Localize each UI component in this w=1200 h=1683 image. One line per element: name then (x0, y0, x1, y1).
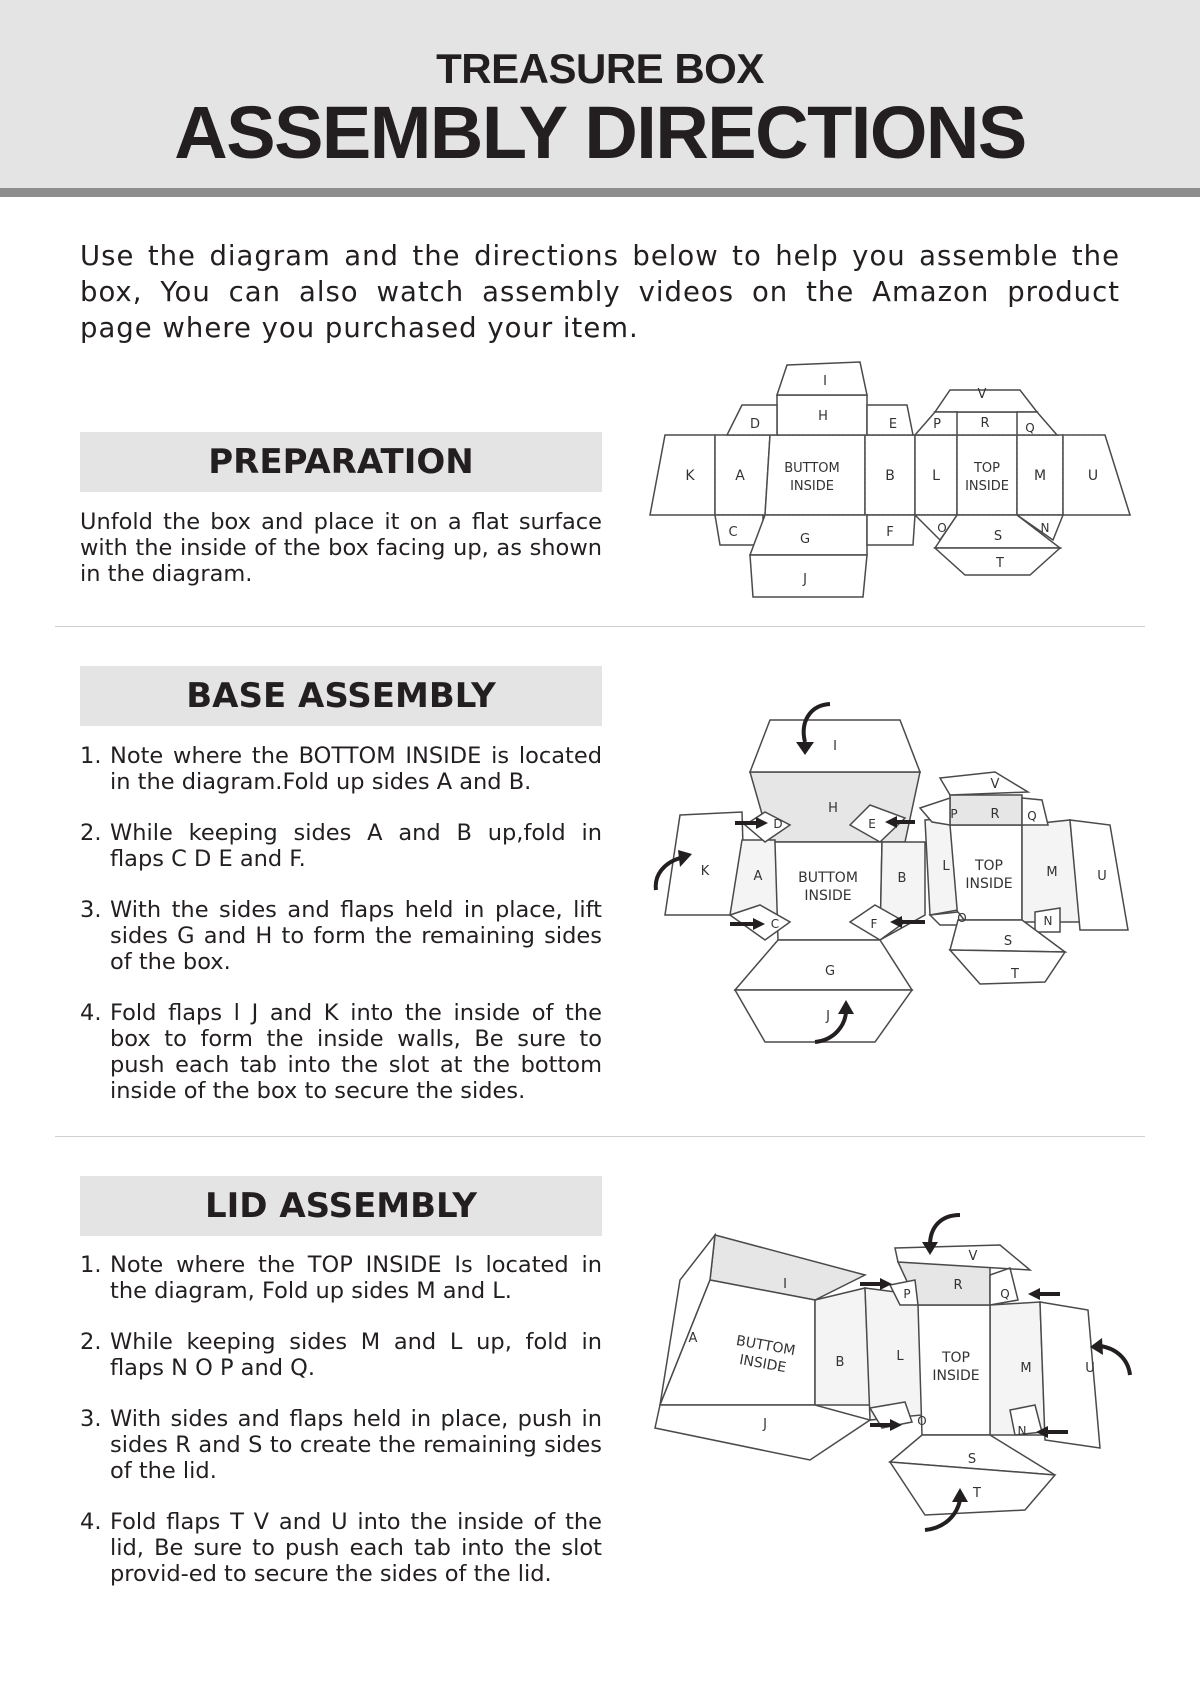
svg-text:L: L (896, 1349, 904, 1364)
svg-text:Q: Q (1027, 809, 1037, 823)
panel-j (735, 990, 912, 1042)
page-title: ASSEMBLY DIRECTIONS (174, 91, 1026, 174)
lid-assembly-diagram (660, 1210, 1140, 1540)
list-item (80, 1406, 602, 1484)
svg-text:V: V (977, 387, 987, 402)
step-number: 4. (80, 1509, 102, 1535)
panel-v (940, 772, 1028, 795)
list-item (80, 897, 602, 975)
svg-text:P: P (933, 417, 941, 432)
svg-text:C: C (728, 525, 738, 540)
step-number: 1. (80, 1252, 102, 1278)
svg-text:A: A (753, 869, 763, 884)
svg-text:U: U (1087, 468, 1099, 484)
svg-text:INSIDE: INSIDE (738, 1352, 788, 1377)
svg-text:R: R (990, 807, 1000, 822)
step-text: Note where the BOTTOM INSIDE is located in the diagram.Fold up sides A and B. (110, 743, 602, 795)
svg-text:BUTTOM: BUTTOM (784, 461, 840, 476)
svg-text:J: J (826, 1009, 830, 1024)
svg-text:O: O (917, 1414, 927, 1428)
svg-text:T: T (996, 556, 1004, 571)
svg-text:INSIDE: INSIDE (965, 876, 1013, 892)
panel-g (735, 940, 912, 990)
header-divider-bar (0, 188, 1200, 197)
svg-text:V: V (990, 777, 1000, 792)
svg-text:P: P (950, 807, 958, 821)
svg-text:INSIDE: INSIDE (965, 479, 1009, 494)
panel-l (865, 1288, 922, 1420)
svg-text:B: B (897, 871, 907, 886)
svg-text:U: U (1085, 1361, 1095, 1376)
svg-text:L: L (942, 859, 950, 874)
svg-text:H: H (818, 409, 828, 424)
page-subtitle: TREASURE BOX (436, 45, 764, 92)
svg-text:T: T (973, 1486, 981, 1501)
svg-text:I: I (833, 739, 837, 754)
svg-text:J: J (763, 1417, 767, 1432)
list-item (80, 1252, 602, 1304)
svg-text:E: E (888, 417, 898, 432)
section-divider (55, 626, 1145, 627)
svg-text:G: G (799, 532, 811, 547)
list-item (80, 820, 602, 872)
svg-text:M: M (1033, 468, 1047, 484)
panel-b (815, 1288, 870, 1405)
svg-text:C: C (770, 917, 780, 931)
base-assembly-steps (80, 743, 602, 1129)
lid-assembly-heading: LID ASSEMBLY (80, 1176, 602, 1236)
svg-text:A: A (688, 1331, 698, 1346)
svg-text:Q: Q (1025, 421, 1035, 435)
step-text: Fold flaps T V and U into the inside of the lid, Be sure to push each tab into the slot provid-ed to secure the sides of the lid. (110, 1509, 602, 1587)
step-number: 3. (80, 897, 102, 923)
svg-text:K: K (700, 864, 710, 879)
svg-text:G: G (824, 964, 836, 979)
panel-r (950, 795, 1022, 825)
svg-text:INSIDE: INSIDE (790, 479, 834, 494)
intro-text: Use the diagram and the directions below to help you assemble the box, You can also watch assembly videos on the Amazon product page where you purchased your item. (80, 240, 1120, 344)
svg-text:I: I (783, 1277, 787, 1292)
svg-text:A: A (735, 468, 745, 484)
svg-text:R: R (953, 1278, 963, 1293)
svg-text:E: E (868, 817, 876, 831)
step-text: With sides and flaps held in place, push in sides R and S to create the remaining sides of the lid. (110, 1406, 602, 1484)
svg-text:O: O (957, 911, 967, 925)
svg-text:F: F (870, 917, 878, 931)
panel-k (650, 435, 715, 515)
svg-text:D: D (749, 417, 761, 432)
lid-assembly-steps (80, 1252, 602, 1612)
base-assembly-heading: BASE ASSEMBLY (80, 666, 602, 726)
svg-text:BUTTOM: BUTTOM (734, 1332, 797, 1360)
step-number: 2. (80, 820, 102, 846)
preparation-diagram (645, 360, 1135, 605)
svg-text:INSIDE: INSIDE (932, 1368, 980, 1384)
list-item (80, 743, 602, 795)
svg-text:TOP: TOP (973, 461, 1001, 476)
step-text: Fold flaps l J and K into the inside of the box to form the inside walls, Be sure to push each tab into the slot at the bottom inside of the box to secure the sides. (110, 1000, 602, 1104)
svg-text:S: S (993, 529, 1003, 544)
section-divider (55, 1136, 1145, 1137)
svg-text:M: M (1020, 1361, 1032, 1376)
step-number: 4. (80, 1000, 102, 1026)
svg-text:S: S (967, 1452, 977, 1467)
step-number: 1. (80, 743, 102, 769)
svg-text:N: N (1017, 1424, 1027, 1438)
svg-text:INSIDE: INSIDE (804, 888, 852, 904)
svg-text:U: U (1097, 869, 1107, 884)
svg-text:V: V (968, 1249, 978, 1264)
arrowhead-icon (1028, 1288, 1040, 1300)
svg-text:S: S (1003, 934, 1013, 949)
svg-text:TOP: TOP (974, 858, 1004, 874)
step-number: 3. (80, 1406, 102, 1432)
arrowhead-icon (880, 1278, 892, 1290)
panel-t (950, 950, 1065, 984)
base-assembly-diagram (650, 700, 1140, 1050)
panel-q (1017, 412, 1057, 435)
step-text: While keeping sides A and B up,fold in flaps C D E and F. (110, 820, 602, 872)
panel-j (750, 555, 867, 597)
svg-text:N: N (1043, 914, 1053, 928)
svg-text:TOP: TOP (941, 1350, 971, 1366)
fold-arrow-icon (930, 1215, 960, 1245)
fold-arrow-icon (1100, 1346, 1130, 1375)
svg-text:BUTTOM: BUTTOM (798, 870, 858, 886)
step-text: Note where the TOP INSIDE Is located in the diagram, Fold up sides M and L. (110, 1252, 602, 1304)
svg-text:M: M (1046, 865, 1058, 880)
panel-j (655, 1405, 870, 1460)
preparation-text: Unfold the box and place it on a flat surface with the inside of the box facing up, as shown in the diagram. (80, 509, 602, 587)
panel-i (777, 362, 867, 395)
list-item (80, 1509, 602, 1587)
step-text: With the sides and flaps held in place, lift sides G and H to form the remaining sides of the box. (110, 897, 602, 975)
svg-text:I: I (823, 374, 827, 389)
svg-text:J: J (803, 572, 807, 587)
svg-text:D: D (773, 817, 783, 831)
step-text: While keeping sides M and L up, fold in flaps N O P and Q. (110, 1329, 602, 1381)
list-item (80, 1000, 602, 1104)
step-number: 2. (80, 1329, 102, 1355)
svg-text:N: N (1040, 521, 1050, 535)
list-item (80, 1329, 602, 1381)
svg-text:R: R (980, 416, 990, 431)
preparation-heading: PREPARATION (80, 432, 602, 492)
svg-text:P: P (903, 1287, 911, 1301)
svg-text:O: O (937, 521, 947, 535)
svg-text:Q: Q (1000, 1287, 1010, 1301)
svg-text:B: B (835, 1355, 845, 1370)
svg-text:H: H (828, 801, 838, 816)
svg-text:L: L (932, 468, 940, 484)
svg-text:B: B (885, 468, 895, 484)
svg-text:K: K (685, 468, 695, 484)
svg-text:T: T (1011, 967, 1019, 982)
svg-text:F: F (886, 525, 894, 540)
